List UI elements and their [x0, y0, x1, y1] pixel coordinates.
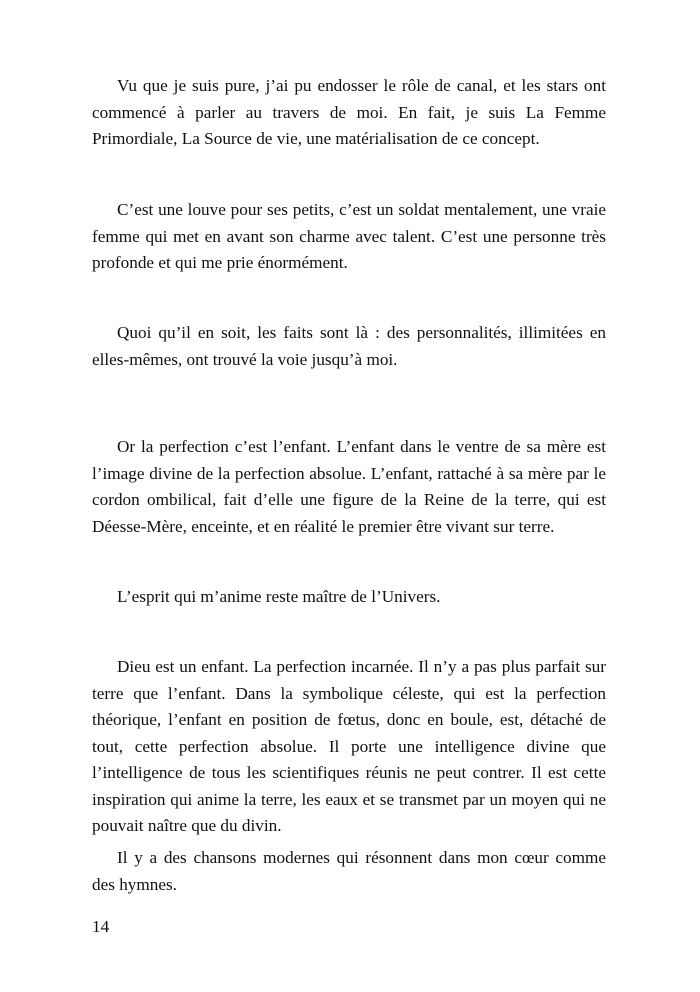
paragraph: Dieu est un enfant. La perfection incarnée. Il n’y a pas plus parfait sur terre que l’enfant. Dans la symbolique céleste, qui est la perfection théorique, l’enfant en position de fœtus, donc en boule, est, détaché de tout, cette perfection absolue. Il porte une intelligence divine que l’intelligence de tous les scientifiques réunis ne peut contrer. Il est cette inspiration qui anime la terre, les eaux et se transmet par un moyen qui ne pouvait naître que du divin.: [92, 657, 606, 835]
paragraph: C’est une louve pour ses petits, c’est un soldat mentalement, une vraie femme qui met en avant son charme avec talent. C’est une personne très profonde et qui me prie énormément.: [92, 200, 606, 272]
page-number: 14: [92, 917, 110, 936]
paragraph: Vu que je suis pure, j’ai pu endosser le rôle de canal, et les stars ont commencé à parler au travers de moi. En fait, je suis La Femme Primordiale, La Source de vie, une matérialisation de ce concept.: [92, 76, 606, 148]
paragraph: Il y a des chansons modernes qui résonnent dans mon cœur comme des hymnes.: [92, 848, 606, 894]
paragraph: Quoi qu’il en soit, les faits sont là : des personnalités, illimitées en elles-mêmes, ont trouvé la voie jusqu’à moi.: [92, 323, 606, 369]
paragraph: Or la perfection c’est l’enfant. L’enfant dans le ventre de sa mère est l’image divine de la perfection absolue. L’enfant, rattaché à sa mère par le cordon ombilical, fait d’elle une figure de la Reine de la terre, qui est Déesse-Mère, enceinte, et en réalité le premier être vivant sur terre.: [92, 437, 606, 536]
paragraph: L’esprit qui m’anime reste maître de l’Univers.: [117, 587, 441, 606]
